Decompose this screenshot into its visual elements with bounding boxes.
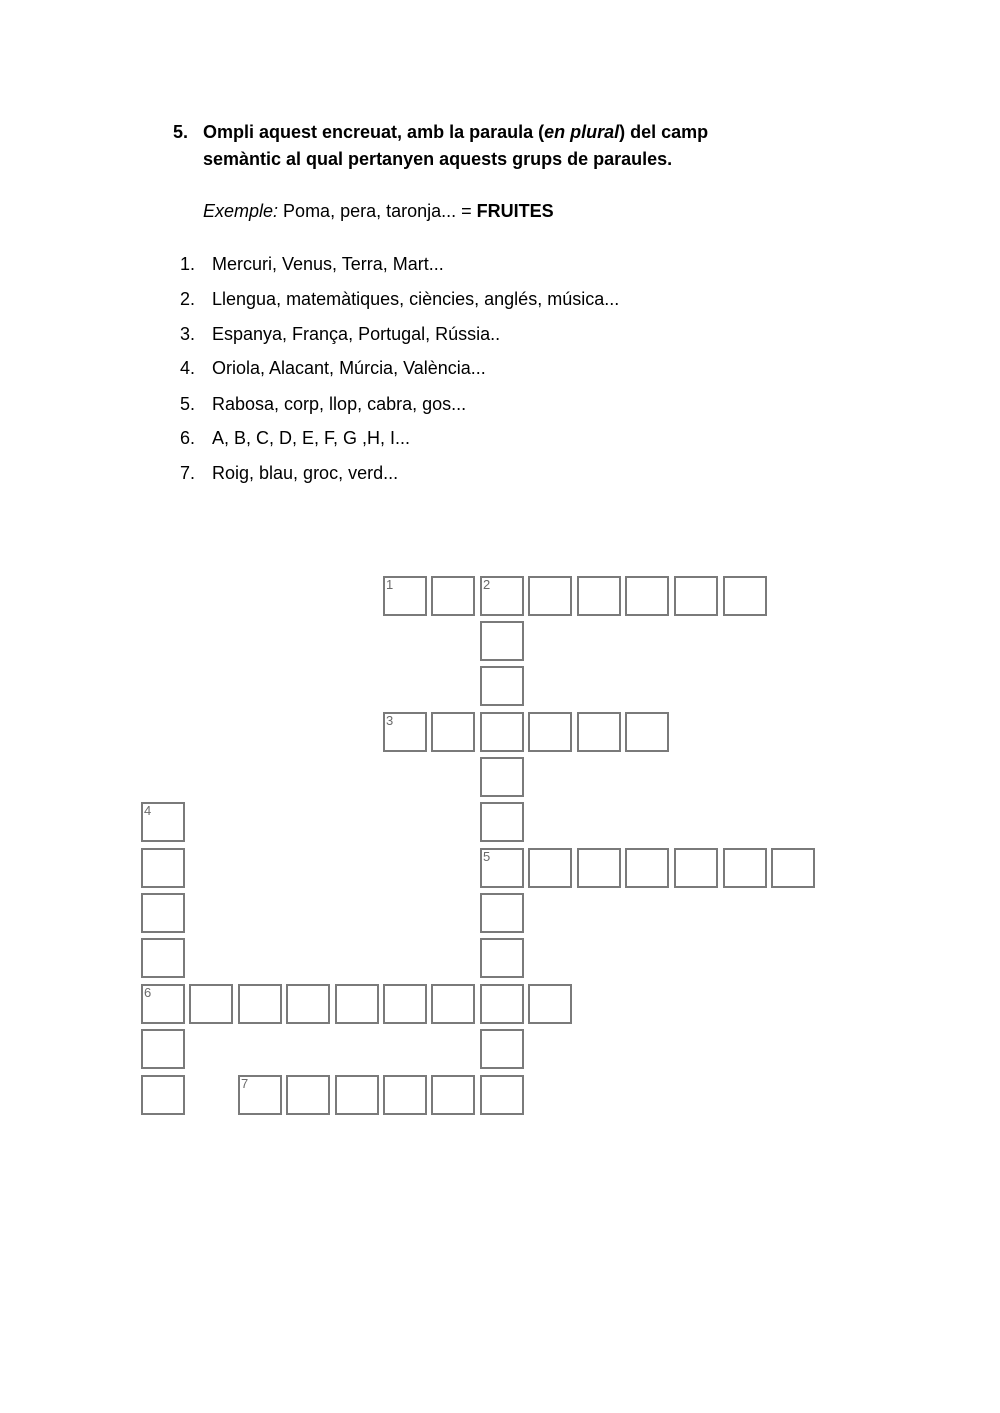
crossword-cell[interactable] — [141, 938, 185, 978]
crossword-cell[interactable] — [141, 802, 185, 842]
crossword-cell[interactable] — [383, 984, 427, 1024]
crossword-cell[interactable] — [383, 712, 427, 752]
example-label: Exemple: — [203, 201, 279, 221]
instruction-text-b: ) del camp — [619, 122, 709, 142]
clue-text: Llengua, matemàtiques, ciències, anglés, música... — [212, 289, 620, 309]
crossword-cell[interactable] — [674, 576, 718, 616]
crossword-cell[interactable] — [480, 938, 524, 978]
example-answer: FRUITES — [476, 201, 554, 221]
crossword-cell[interactable] — [189, 984, 233, 1024]
crossword-cell[interactable] — [431, 712, 475, 752]
clue-item-5 — [180, 392, 466, 416]
clue-number: 2. — [180, 289, 196, 309]
cell-label: 2 — [483, 577, 491, 592]
clue-item-1 — [180, 252, 444, 276]
clue-item-6 — [180, 426, 410, 450]
crossword-cell[interactable] — [674, 848, 718, 888]
crossword-cell[interactable] — [141, 848, 185, 888]
instruction-emphasis: en plural — [544, 122, 620, 142]
crossword-cell[interactable] — [286, 984, 330, 1024]
cell-label: 6 — [144, 985, 152, 1000]
crossword-cell[interactable] — [480, 757, 524, 797]
crossword-cell[interactable] — [383, 1075, 427, 1115]
crossword-cell[interactable] — [431, 1075, 475, 1115]
crossword-cell[interactable] — [141, 984, 185, 1024]
clue-text: Rabosa, corp, llop, cabra, gos... — [212, 394, 467, 414]
crossword-cell[interactable] — [431, 984, 475, 1024]
crossword-cell[interactable] — [625, 848, 669, 888]
crossword-cell[interactable] — [238, 1075, 282, 1115]
crossword-cell[interactable] — [480, 1075, 524, 1115]
cell-label: 1 — [386, 577, 394, 592]
crossword-cell[interactable] — [480, 1029, 524, 1069]
clue-text: Espanya, França, Portugal, Rússia.. — [212, 324, 501, 344]
crossword-cell[interactable] — [480, 712, 524, 752]
crossword-cell[interactable] — [480, 984, 524, 1024]
crossword-cell[interactable] — [528, 848, 572, 888]
clue-item-3 — [180, 322, 500, 346]
instruction-line-1 — [203, 119, 863, 146]
crossword-cell[interactable] — [480, 666, 524, 706]
clue-text: Oriola, Alacant, Múrcia, València... — [212, 358, 486, 378]
clue-number: 6. — [180, 428, 196, 448]
crossword-cell[interactable] — [431, 576, 475, 616]
crossword-cell[interactable] — [723, 848, 767, 888]
example-text: Poma, pera, taronja... = — [278, 201, 477, 221]
cell-label: 7 — [241, 1076, 249, 1091]
crossword-cell[interactable] — [383, 576, 427, 616]
clue-number: 4. — [180, 358, 196, 378]
crossword-cell[interactable] — [723, 576, 767, 616]
crossword-cell[interactable] — [480, 802, 524, 842]
crossword-cell[interactable] — [625, 576, 669, 616]
crossword-cell[interactable] — [141, 1029, 185, 1069]
crossword-cell[interactable] — [238, 984, 282, 1024]
crossword-cell[interactable] — [528, 576, 572, 616]
crossword-cell[interactable] — [141, 893, 185, 933]
crossword-cell[interactable] — [771, 848, 815, 888]
crossword-cell[interactable] — [577, 848, 621, 888]
clue-item-4 — [180, 356, 486, 380]
clue-number: 5. — [180, 394, 196, 414]
crossword-cell[interactable] — [335, 984, 379, 1024]
example-line — [203, 199, 554, 223]
crossword-cell[interactable] — [528, 712, 572, 752]
instruction-text-a: Ompli aquest encreuat, amb la paraula ( — [203, 122, 545, 142]
crossword-cell[interactable] — [480, 576, 524, 616]
exercise-number: 5. — [173, 122, 189, 142]
crossword-cell[interactable] — [528, 984, 572, 1024]
cell-label: 3 — [386, 713, 394, 728]
clue-item-7 — [180, 461, 398, 485]
clue-text: Mercuri, Venus, Terra, Mart... — [212, 254, 444, 274]
crossword-cell[interactable] — [141, 1075, 185, 1115]
instruction-line-2: semàntic al qual pertanyen aquests grups de paraules. — [203, 149, 673, 169]
clue-item-2 — [180, 287, 619, 311]
crossword-cell[interactable] — [335, 1075, 379, 1115]
clue-number: 1. — [180, 254, 196, 274]
clue-text: A, B, C, D, E, F, G ,H, I... — [212, 428, 411, 448]
clue-text: Roig, blau, groc, verd... — [212, 463, 399, 483]
crossword-cell[interactable] — [480, 848, 524, 888]
clue-number: 7. — [180, 463, 196, 483]
cell-label: 5 — [483, 849, 491, 864]
crossword-cell[interactable] — [577, 712, 621, 752]
crossword-cell[interactable] — [625, 712, 669, 752]
crossword-cell[interactable] — [286, 1075, 330, 1115]
crossword-cell[interactable] — [480, 893, 524, 933]
crossword-cell[interactable] — [480, 621, 524, 661]
cell-label: 4 — [144, 803, 152, 818]
clue-number: 3. — [180, 324, 196, 344]
crossword-cell[interactable] — [577, 576, 621, 616]
